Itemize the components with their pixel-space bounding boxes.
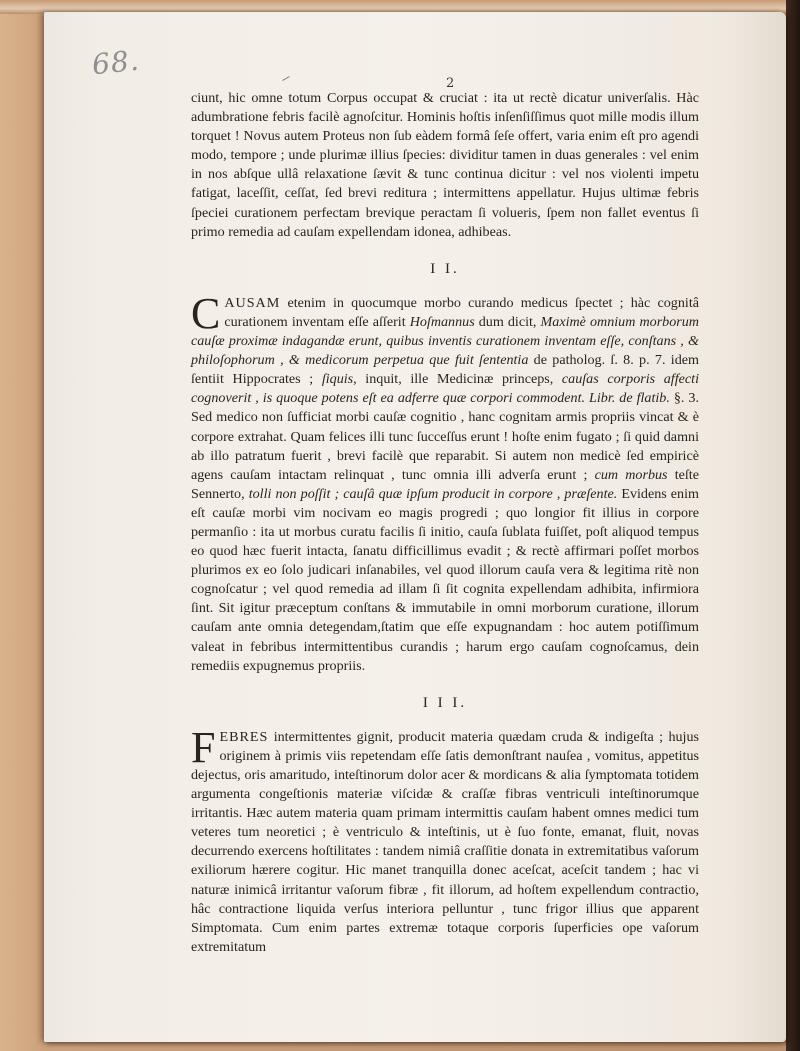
page-number: 2 xyxy=(446,76,455,91)
text-run: , inquit, ille Medicinæ princeps, xyxy=(353,371,562,388)
main-text xyxy=(191,89,699,957)
paragraph-1: ciunt, hic omne totum Corpus occupat & cruciat : ita ut rectè dicatur univerſalis. Hàc adumbratione febris facilè agnoſcitur. Hominis hoſtis inſenſiſſimus quot mille modis illum torquet ! Novus autem Proteus non ſub eàdem formâ ſeſe offert, varia enim eſt pro agendi modo, tempore ; unde plurimæ illius ſpecies: dividitur tamen in duas generales : vel enim in nos abſque ullâ relaxatione ſævit & tunc continua dicitur : vel nos violenti impetu fatigat, laceſſit, ceſſat, ſed brevi reditura ; intermittens appellatur. Hujus ultimæ febris ſpeciei curationem perfectam brevique peractam ſi volueris, ſpem non fallet eventus ſi primo remedia ad cauſam expellendam idonea, adhibeas. xyxy=(191,90,699,240)
paragraph-3 xyxy=(191,722,699,957)
italic-run: tolli non poſſit ; cauſâ quæ ipſum producit in corpore , præſente. xyxy=(248,485,618,502)
text-run: de patholog. ſ. 8. p. 7. idem ſentiit Hippocrates ; xyxy=(191,352,699,388)
section-heading-2: I I. xyxy=(430,260,460,277)
italic-run: ſiquis xyxy=(321,371,354,388)
small-caps-word: EBRES xyxy=(219,728,269,745)
text-run: dum dicit, xyxy=(474,313,541,330)
text-run: etenim in quocumque morbo curando medicus ſpectet ; hàc cognitâ curationem inventam eſſe aſſerit xyxy=(224,294,699,330)
italic-run: cum morbus xyxy=(594,466,668,483)
book-binding-edge xyxy=(786,0,800,1051)
paragraph-2 xyxy=(191,288,699,676)
italic-run: Maximè omnium morborum cauſæ proximæ indagandæ erunt, quibus inventis curationem inventam eſſe, conſtans , & philoſophorum , & medicorum perpetua que fuit ſententia xyxy=(191,313,699,369)
handwritten-folio-mark: 68. xyxy=(90,43,142,82)
italic-run: cauſas corporis affecti cognoverit , is quoque potens eſt ea adferre quæ corpori commodent. Libr. de flatib. xyxy=(191,371,699,407)
text-run: §. 3. Sed medico non ſufficiat morbi cauſæ cognitio , hanc cognitam armis propriis vincat & è corpore extrahat. Quam felices illi tunc ſucceſſus erunt ! hoſte enim fugato ; ſi quid damni ab illo patratum fuerit , brevi facilè que reparabit. Si autem non medicè ſed empiricè agens cauſam intactam relinquat , tunc omnia illi adverſa erunt ; xyxy=(191,390,699,483)
text-run: intermittentes gignit, producit materia quædam cruda & indigeſta ; hujus originem à primis viis repetendam eſſe ſatis demonſtrant nauſea , vomitus, appetitus dejectus, oris amaritudo, inteſtinorum dolor acer & mordicans & alia ſymptomata totidem argumenta congeſtionis materiæ viſcidæ & craſſæ fibras ventriculi inteſtinorumque irritantis. Hæc autem materia quam primam intermittis cauſam habent omnes medici tum veteres tum neoretici ; è ventriculo & inteſtinis, ut è ſuo fonte, emanat, fluit, novas decurrendo exercens hoſtilitates : tandem nimiâ craſſitie donata in extremitatibus vaſorum exiliorum hærere cogitur. Hic manet tranquilla donec aceſcat, aceſcit tandem ; hac vi naturæ inimicâ irritantur vaſorum fibræ , fit illorum, ad hoſtem expellendum contractio, hâc contractione liquida verſus interiora pelluntur , tunc frigor illius que apparent Simptomata. Cum enim partes extremæ totaque corporis ſuperficies ope vaſorum extremitatum xyxy=(191,728,699,955)
dropcap-c: C xyxy=(191,288,221,338)
text-run: teſte Sennerto, xyxy=(191,466,699,502)
italic-run: Hoſmannus xyxy=(409,313,475,330)
small-caps-word: AUSAM xyxy=(224,294,281,311)
text-run: Evidens enim eſt cauſæ morbi vim nocivam eo magis progredi ; quo longior fit illius in corpore permanſio : ita ut morbus curatu facilis ſi initio, cauſa ſublata fuiſſet, poſt aliquod tempus eo quod hæc fuerit intacta, ſanatu difficillimus evadit ; & rectè affirmari poſſet morbos plurimos ex eo ſolo judicari inſanabiles, vel quod illorum cauſa vera & legitima ritè non cognoſcatur ; vel quod remedia ad illam ſi ſit cognita expellendam adhibita, infirmiora ſint. Sit igitur præceptum conſtans & immutabile in omni morborum curatione, illorum cauſam ante omnia detegendam,ſtatim que eſſe expugnandam : hoc autem potiſſimum valeat in febribus intermittentibus curandis ; harum ergo cauſam cognoſcamus, dein remediis expugnemus propriis. xyxy=(191,485,699,674)
section-heading-3: I I I. xyxy=(422,694,468,711)
dropcap-f: F xyxy=(191,722,216,772)
